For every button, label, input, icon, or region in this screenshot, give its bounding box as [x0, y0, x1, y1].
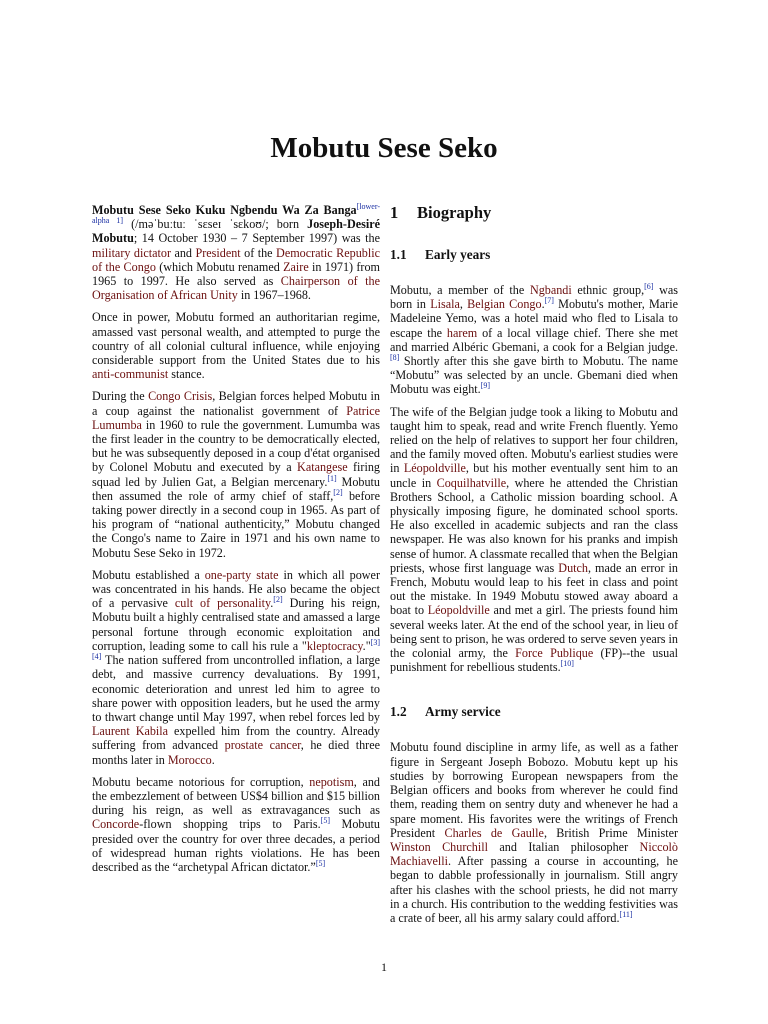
link-kleptocracy[interactable]: kleptocracy [306, 638, 363, 653]
section-heading-biography [390, 203, 678, 223]
link-patrice-lumumba[interactable]: Patrice Lumumba [92, 403, 380, 432]
link-zaire[interactable]: Zaire [283, 259, 309, 274]
reference-marker[interactable]: [7] [544, 296, 554, 306]
link-president[interactable]: President [195, 245, 241, 260]
link-anti-communist[interactable]: anti-communist [92, 367, 169, 382]
paragraph-one-party-state: Mobutu established a one-party state in which all power was concentrated in his hands. He also became the object of a pervasive cult of personality.[2] During his reign, Mobutu built a highly centralised state and amassed a large personal fortune through economic exploitation and corruption, leading some to call his rule a "kleptocracy."[3][4] The nation suffered from uncontrolled inflation, a large debt, and massive currency devaluations. By 1991, economic deterioration and unrest led him to agree to share power with opposition leaders, but he used the army to thwart change until May 1997, when rebel forces led by Laurent Kabila expelled him from the country. Already suffering from advanced prostate cancer, he died three months later in Morocco. [92, 567, 381, 767]
link-cult-of-personality[interactable]: cult of personality [174, 596, 271, 611]
reference-marker[interactable]: [6] [644, 281, 654, 291]
reference-marker[interactable]: [1] [327, 473, 337, 483]
link-morocco[interactable]: Morocco [167, 752, 212, 767]
right-column [390, 203, 678, 933]
link-nepotism[interactable]: nepotism [309, 774, 354, 789]
reference-marker[interactable]: [2] [333, 487, 343, 497]
reference-marker[interactable]: [5] [320, 816, 330, 826]
reference-marker[interactable]: [8] [390, 352, 400, 362]
paragraph-power: Once in power, Mobutu formed an authoritarian regime, amassed vast personal wealth, and attempted to purge the country of all colonial cultural influence, while enjoying considerable support from the United States due to his anti-communist stance. [92, 310, 380, 382]
section-number: 1 [390, 203, 399, 222]
link-harem[interactable]: harem [446, 325, 478, 340]
link-congo-crisis[interactable]: Congo Crisis [148, 389, 213, 404]
link-belgian-congo[interactable]: Belgian Congo [467, 297, 542, 312]
link-force-publique[interactable]: Force Publique [515, 646, 594, 661]
reference-marker[interactable]: [5] [315, 858, 326, 868]
reference-marker[interactable]: [2] [273, 595, 283, 605]
link-niccolo-machiavelli[interactable]: Niccolò Machiavelli [390, 839, 678, 869]
link-leopoldville[interactable]: Léopoldville [403, 461, 466, 476]
link-katangese[interactable]: Katangese [297, 460, 348, 475]
reference-marker[interactable]: [10] [560, 659, 574, 669]
link-coquilhatville[interactable]: Coquilhatville [436, 475, 507, 490]
lead-paragraph: Mobutu Sese Seko Kuku Ngbendu Wa Za Banga[lower-alpha 1] (/məˈbuːtuː ˈsɛseɪ ˈsɛkoʊ/; born Joseph-Desiré Mobutu; 14 October 1930 – 7 September 1997) was the military dictator and President of the Democratic Republic of the Congo (which Mobutu renamed Zaire in 1971) from 1965 to 1997. He also served as Chairperson of the Organisation of African Unity in 1967–1968. [92, 201, 380, 303]
link-leopoldville-2[interactable]: Léopoldville [427, 603, 490, 618]
section-title: Biography [417, 203, 492, 222]
subsection-number: 1.1 [390, 247, 407, 262]
reference-marker[interactable]: [3][4] [92, 637, 380, 662]
link-charles-de-gaulle[interactable]: Charles de Gaulle [444, 825, 544, 840]
paragraph-education: The wife of the Belgian judge took a liking to Mobutu and taught him to speak, read and write French fluently. Yemo relied on the help of relatives to support her four children, and the family moved often. Mobutu's earliest studies were in Léopoldville, but his mother eventually sent him to an uncle in Coquilhatville, where he attended the Christian Brothers School, a Catholic mission boarding school. A physically imposing figure, he dominated school sports. He also excelled in academic subjects and ran the class newspaper. He was also known for his pranks and impish sense of humor. A classmate recalled that when the Belgian priests, whose first language was Dutch, made an error in French, Mobutu would leap to his feet in class and point out the mistake. In 1949 Mobutu stowed away aboard a boat to Léopoldville and met a girl. The priests found him several weeks later. At the end of the school year, in lieu of being sent to prison, he was ordered to serve seven years in the colonial army, the Force Publique (FP)--the usual punishment for rebellious students.[10] [390, 404, 679, 675]
paragraph-corruption: Mobutu became notorious for corruption, nepotism, and the embezzlement of between US$4 billion and $15 billion during his reign, as well as extravagances such as Concorde-flown shopping trips to Paris.[5] Mobutu presided over the country for over three decades, a period of widespread human rights violations. He has been described as the “archetypal African dictator.”[5] [92, 774, 380, 874]
paragraph-army: Mobutu found discipline in army life, as well as a father figure in Sergeant Joseph Bobozo. Mobutu kept up his studies by borrowing European newspapers from the Belgian officers and books from wherever he could find them, reading them on sentry duty and whenever he had a spare moment. His favorites were the writings of French President Charles de Gaulle, British Prime Minister Winston Churchill and Italian philosopher Niccolò Machiavelli. After passing a course in accounting, he began to dabble professionally in journalism. Still angry after his clashes with the school priests, he did not marry in a church. His contribution to the wedding festivities was a crate of beer, all his army salary could afford.[11] [390, 740, 679, 925]
subsection-number: 1.2 [390, 704, 407, 720]
paragraph-birth: Mobutu, a member of the Ngbandi ethnic group,[6] was born in Lisala, Belgian Congo.[7] Mobutu's mother, Marie Madeleine Yemo, was a hotel maid who fled to Lisala to escape the harem of a local village chief. There she met and married Albéric Gbemani, a cook for a Belgian judge.[8] Shortly after this she gave birth to Mobutu. The name “Mobutu” was selected by an uncle. Gbemani died when Mobutu was eight.[9] [390, 281, 678, 397]
page-title: Mobutu Sese Seko [270, 132, 498, 165]
birth-name: Joseph-Desiré Mobutu [92, 217, 380, 246]
reference-marker[interactable]: [9] [480, 381, 491, 391]
subject-name: Mobutu Sese Seko Kuku Ngbendu Wa Za Banga [92, 203, 357, 217]
link-lisala[interactable]: Lisala [430, 297, 460, 312]
link-winston-churchill[interactable]: Winston Churchill [390, 839, 488, 854]
link-laurent-kabila[interactable]: Laurent Kabila [92, 724, 169, 739]
subsection-title: Early years [425, 247, 491, 262]
link-oau-chair[interactable]: Chairperson of the Organisation of African Unity [92, 274, 380, 303]
link-prostate-cancer[interactable]: prostate cancer [224, 738, 301, 753]
page-number: 1 [381, 960, 387, 974]
link-military-dictator[interactable]: military dictator [92, 245, 171, 260]
subsection-heading-army-service [390, 704, 678, 720]
subsection-heading-early-years [390, 247, 678, 263]
subsection-title: Army service [425, 704, 501, 720]
paragraph-congo-crisis: During the Congo Crisis, Belgian forces helped Mobutu in a coup against the nationalist government of Patrice Lumumba in 1960 to rule the government. Lumumba was the first leader in the country to be democratically elected, but he was subsequently deposed in a coup d'état organised by Colonel Mobutu and executed by a Katangese firing squad led by Julien Gat, a Belgian mercenary.[1] Mobutu then assumed the role of army chief of staff,[2] before taking power directly in a second coup in 1965. As part of his program of “national authenticity,” Mobutu changed the Congo's name to Zaire in 1971 and his own name to Mobutu Sese Seko in 1972. [92, 389, 380, 560]
footnote-marker[interactable]: [lower-alpha 1] [92, 201, 380, 226]
link-ngbandi[interactable]: Ngbandi [529, 283, 572, 297]
reference-marker[interactable]: [11] [619, 909, 633, 919]
link-dutch[interactable]: Dutch [558, 560, 588, 575]
left-column [92, 203, 380, 882]
link-one-party-state[interactable]: one-party state [204, 567, 279, 582]
link-concorde[interactable]: Concorde [92, 817, 140, 832]
link-drc[interactable]: Democratic Republic of the Congo [92, 245, 380, 274]
